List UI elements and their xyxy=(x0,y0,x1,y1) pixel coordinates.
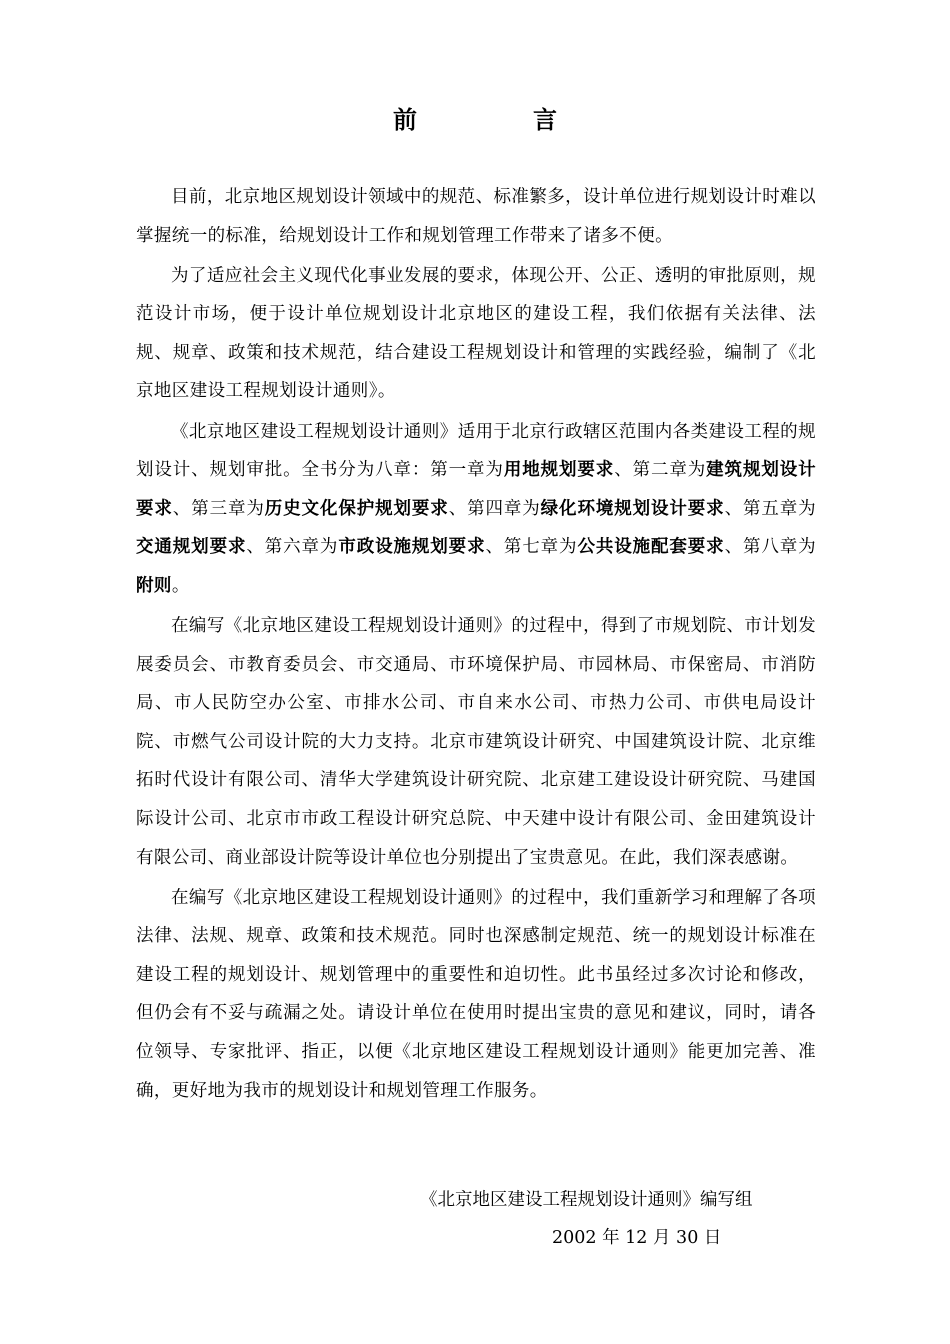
paragraph-3 xyxy=(136,413,816,606)
paragraph-3-text-8: 、第八章为 xyxy=(724,537,817,558)
paragraph-2 xyxy=(136,257,816,411)
paragraph-2-text: 为了适应社会主义现代化事业发展的要求，体现公开、公正、透明的审批原则，规范设计市场，便于设计单位规划设计北京地区的建设工程，我们依据有关法律、法规、规章、政策和技术规范，结合建设工程规划设计和管理的实践经验，编制了《北京地区建设工程规划设计通则》。 xyxy=(136,265,816,402)
page-title: 前 言 xyxy=(393,105,603,134)
paragraph-3-text-9: 。 xyxy=(171,575,190,596)
paragraph-1 xyxy=(136,178,816,255)
chapter-5-title: 交通规划要求 xyxy=(136,537,247,558)
chapter-3-title: 历史文化保护规划要求 xyxy=(264,498,449,519)
paragraph-1-text: 目前，北京地区规划设计领域中的规范、标准繁多，设计单位进行规划设计时难以掌握统一的标准，给规划设计工作和规划管理工作带来了诸多不便。 xyxy=(136,187,816,246)
paragraph-4 xyxy=(136,607,816,877)
chapter-2-title: 建筑规划设计要求 xyxy=(136,460,817,519)
paragraph-4-text: 在编写《北京地区建设工程规划设计通则》的过程中，得到了市规划院、市计划发展委员会、市教育委员会、市交通局、市环境保护局、市园林局、市保密局、市消防局、市人民防空办公室、市排水公司、市自来水公司、市热力公司、市供电局设计院、市燃气公司设计院的大力支持。北京市建筑设计研究、中国建筑设计院、北京维拓时代设计有限公司、清华大学建筑设计研究院、北京建工建设设计研究院、马建国际设计公司、北京市市政工程设计研究总院、中天建中设计有限公司、金田建筑设计有限公司、商业部设计院等设计单位也分别提出了宝贵意见。在此，我们深表感谢。 xyxy=(136,616,816,868)
paragraph-5 xyxy=(136,879,816,1111)
paragraph-3-text-1: 《北京地区建设工程规划设计通则》适用于北京行政辖区范围内各类建设工程的规划设计、规划审批。全书分为八章：第一章为 xyxy=(136,421,816,481)
chapter-4-title: 绿化环境规划设计要求 xyxy=(540,498,725,519)
chapter-8-title: 附则 xyxy=(136,575,172,596)
paragraph-3-text-5: 、第五章为 xyxy=(724,498,817,519)
paragraph-3-text-2: 、第二章为 xyxy=(614,460,707,481)
chapter-6-title: 市政设施规划要求 xyxy=(338,537,486,558)
signature: 《北京地区建设工程规划设计通则》编写组 xyxy=(420,1190,753,1210)
chapter-7-title: 公共设施配套要求 xyxy=(577,537,725,558)
paragraph-3-text-4: 、第四章为 xyxy=(448,498,541,519)
preface-body xyxy=(136,178,816,1110)
date: 2002 年 12 月 30 日 xyxy=(552,1228,722,1248)
paragraph-3-text-3: 、第三章为 xyxy=(172,498,265,519)
chapter-1-title: 用地规划要求 xyxy=(503,460,615,481)
paragraph-5-text: 在编写《北京地区建设工程规划设计通则》的过程中，我们重新学习和理解了各项法律、法规、规章、政策和技术规范。同时也深感制定规范、统一的规划设计标准在建设工程的规划设计、规划管理中的重要性和迫切性。此书虽经过多次讨论和修改，但仍会有不妥与疏漏之处。请设计单位在使用时提出宝贵的意见和建议，同时，请各位领导、专家批评、指正，以便《北京地区建设工程规划设计通则》能更加完善、准确，更好地为我市的规划设计和规划管理工作服务。 xyxy=(136,887,816,1101)
paragraph-3-text-7: 、第七章为 xyxy=(485,537,578,558)
paragraph-3-text-6: 、第六章为 xyxy=(246,537,339,558)
